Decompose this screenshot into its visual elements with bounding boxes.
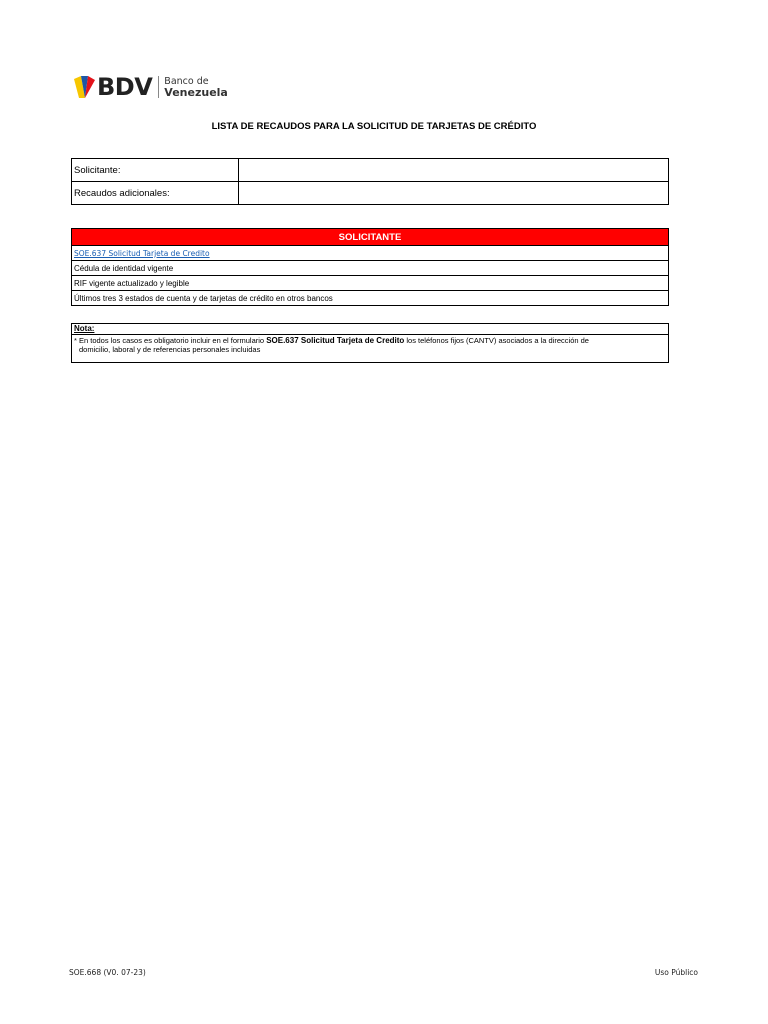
logo-bank-name xyxy=(164,76,228,98)
applicant-field[interactable] xyxy=(239,159,669,182)
note-text-after: los teléfonos fijos (CANTV) asociados a la dirección de xyxy=(404,336,589,345)
logo-brand: BDV xyxy=(97,73,153,101)
note-text-before: * En todos los casos es obligatorio incluir en el formulario xyxy=(74,336,267,345)
page-title: LISTA DE RECAUDOS PARA LA SOLICITUD DE TARJETAS DE CRÉDITO xyxy=(211,121,537,132)
note-heading: Nota: xyxy=(72,324,669,335)
bdv-logo-mark-icon xyxy=(74,74,96,100)
note-body xyxy=(72,335,669,363)
note-line-2: domicilio, laboral y de referencias personales incluidas xyxy=(79,345,261,354)
document-classification: Uso Público xyxy=(654,968,698,977)
list-item xyxy=(72,246,669,261)
logo-divider xyxy=(158,76,159,98)
form-link[interactable]: SOE.637 Solicitud Tarjeta de Credito xyxy=(74,248,210,258)
additional-requirements-label: Recaudos adicionales: xyxy=(72,182,239,205)
applicant-label: Solicitante: xyxy=(72,159,239,182)
applicant-table xyxy=(71,158,669,205)
logo-line-1: Banco de xyxy=(164,76,209,87)
requirements-header: SOLICITANTE xyxy=(72,229,669,246)
note-table xyxy=(71,323,669,363)
logo-line-2: Venezuela xyxy=(164,86,228,99)
note-form-name: SOE.637 Solicitud Tarjeta de Credito xyxy=(266,336,405,345)
table-row xyxy=(72,159,669,182)
bdv-logo xyxy=(74,72,228,102)
list-item: RIF vigente actualizado y legible xyxy=(72,276,669,291)
list-item: Últimos tres 3 estados de cuenta y de tarjetas de crédito en otros bancos xyxy=(72,291,669,306)
document-code: SOE.668 (V0. 07-23) xyxy=(69,968,146,977)
additional-requirements-field[interactable] xyxy=(239,182,669,205)
requirements-table xyxy=(71,228,669,306)
table-row xyxy=(72,182,669,205)
list-item: Cédula de identidad vigente xyxy=(72,261,669,276)
